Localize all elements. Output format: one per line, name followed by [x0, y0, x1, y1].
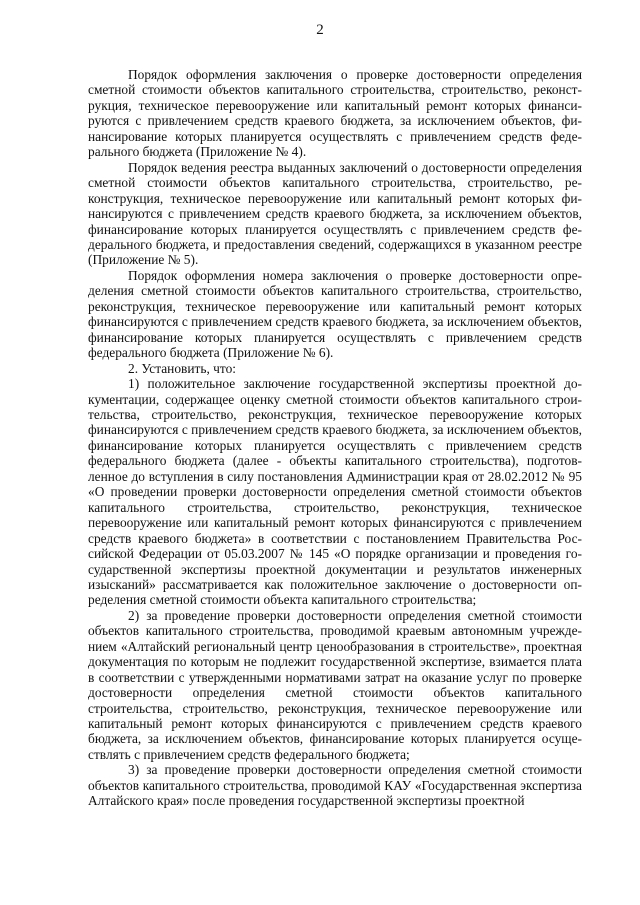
paragraph-appendix-4: Порядок оформления заключения о проверке достоверности определения сметной стоимости объектов капитального строительства, строительство, реконструкция, техническое перевооружение или капитальный ремонт которых финансируются с привлечением средств краевого бюджета, за исключением объектов, финансирование которых планируется осуществлять с привлечением средств федерального бюджета (Приложение № 4). [88, 67, 582, 160]
paragraph-item-1: 1) положительное заключение государственной экспертизы проектной документации, содержащее оценку сметной стоимости объектов капитального строительства, строительство, реконструкция, техническое перевооружение которых финансируются с привлечением средств краевого бюджета, за исключением объектов, финансирование которых планируется осуществлять с привлечением средств федерального бюджета (далее - объекты капитального строительства), подготовленное до вступления в силу постановления Администрации края от 28.02.2012 № 95 «О проведении проверки достоверности определения сметной стоимости объектов капитального строительства, строительство, реконструкция, техническое перевооружение или капитальный ремонт которых финансируются с привлечением средств краевого бюджета» в соответствии с постановлением Правительства Российской Федерации от 05.03.2007 № 145 «О порядке организации и проведения государственной экспертизы проектной документации и результатов инженерных изысканий» рассматривается как положительное заключение о достоверности определения сметной стоимости объекта капитального строительства; [88, 376, 582, 608]
paragraph-item-2: 2) за проведение проверки достоверности определения сметной стоимости объектов капитального строительства, проводимой краевым автономным учреждением «Алтайский региональный центр ценообразования в строительстве», проектная документация по которым не подлежит государственной экспертизе, взимается плата в соответствии с утвержденными нормативами затрат на оказание услуг по проверке достоверности определения сметной стоимости объектов капитального строительства, строительство, реконструкция, техническое перевооружение или капитальный ремонт которых финансируются с привлечением средств краевого бюджета, за исключением объектов, финансирование которых планируется осуществлять с привлечением средств федерального бюджета; [88, 607, 582, 762]
paragraph-appendix-6: Порядок оформления номера заключения о проверке достоверности определения сметной стоимости объектов капитального строительства, строительство, реконструкция, техническое перевооружение или капитальный ремонт которых финансируются с привлечением средств краевого бюджета, за исключением объектов, финансирование которых планируется осуществлять с привлечением средств федерального бюджета (Приложение № 6). [88, 267, 582, 361]
page-number: 2 [316, 22, 324, 38]
paragraph-section-2: 2. Установить, что: [128, 360, 236, 376]
paragraph-item-3: 3) за проведение проверки достоверности определения сметной стоимости объектов капитального строительства, проводимой КАУ «Государственная экспертиза Алтайского края» после проведения государственной экспертизы проектной [88, 762, 582, 809]
document-body [88, 67, 582, 809]
paragraph-appendix-5: Порядок ведения реестра выданных заключений о достоверности определения сметной стоимости объектов капитального строительства, строительство, реконструкция, техническое перевооружение или капитальный ремонт которых финансируются с привлечением средств краевого бюджета, за исключением объектов, финансирование которых планируется осуществлять с привлечением средств федерального бюджета, и предоставления сведений, содержащихся в указанном реестре (Приложение № 5). [88, 159, 582, 268]
